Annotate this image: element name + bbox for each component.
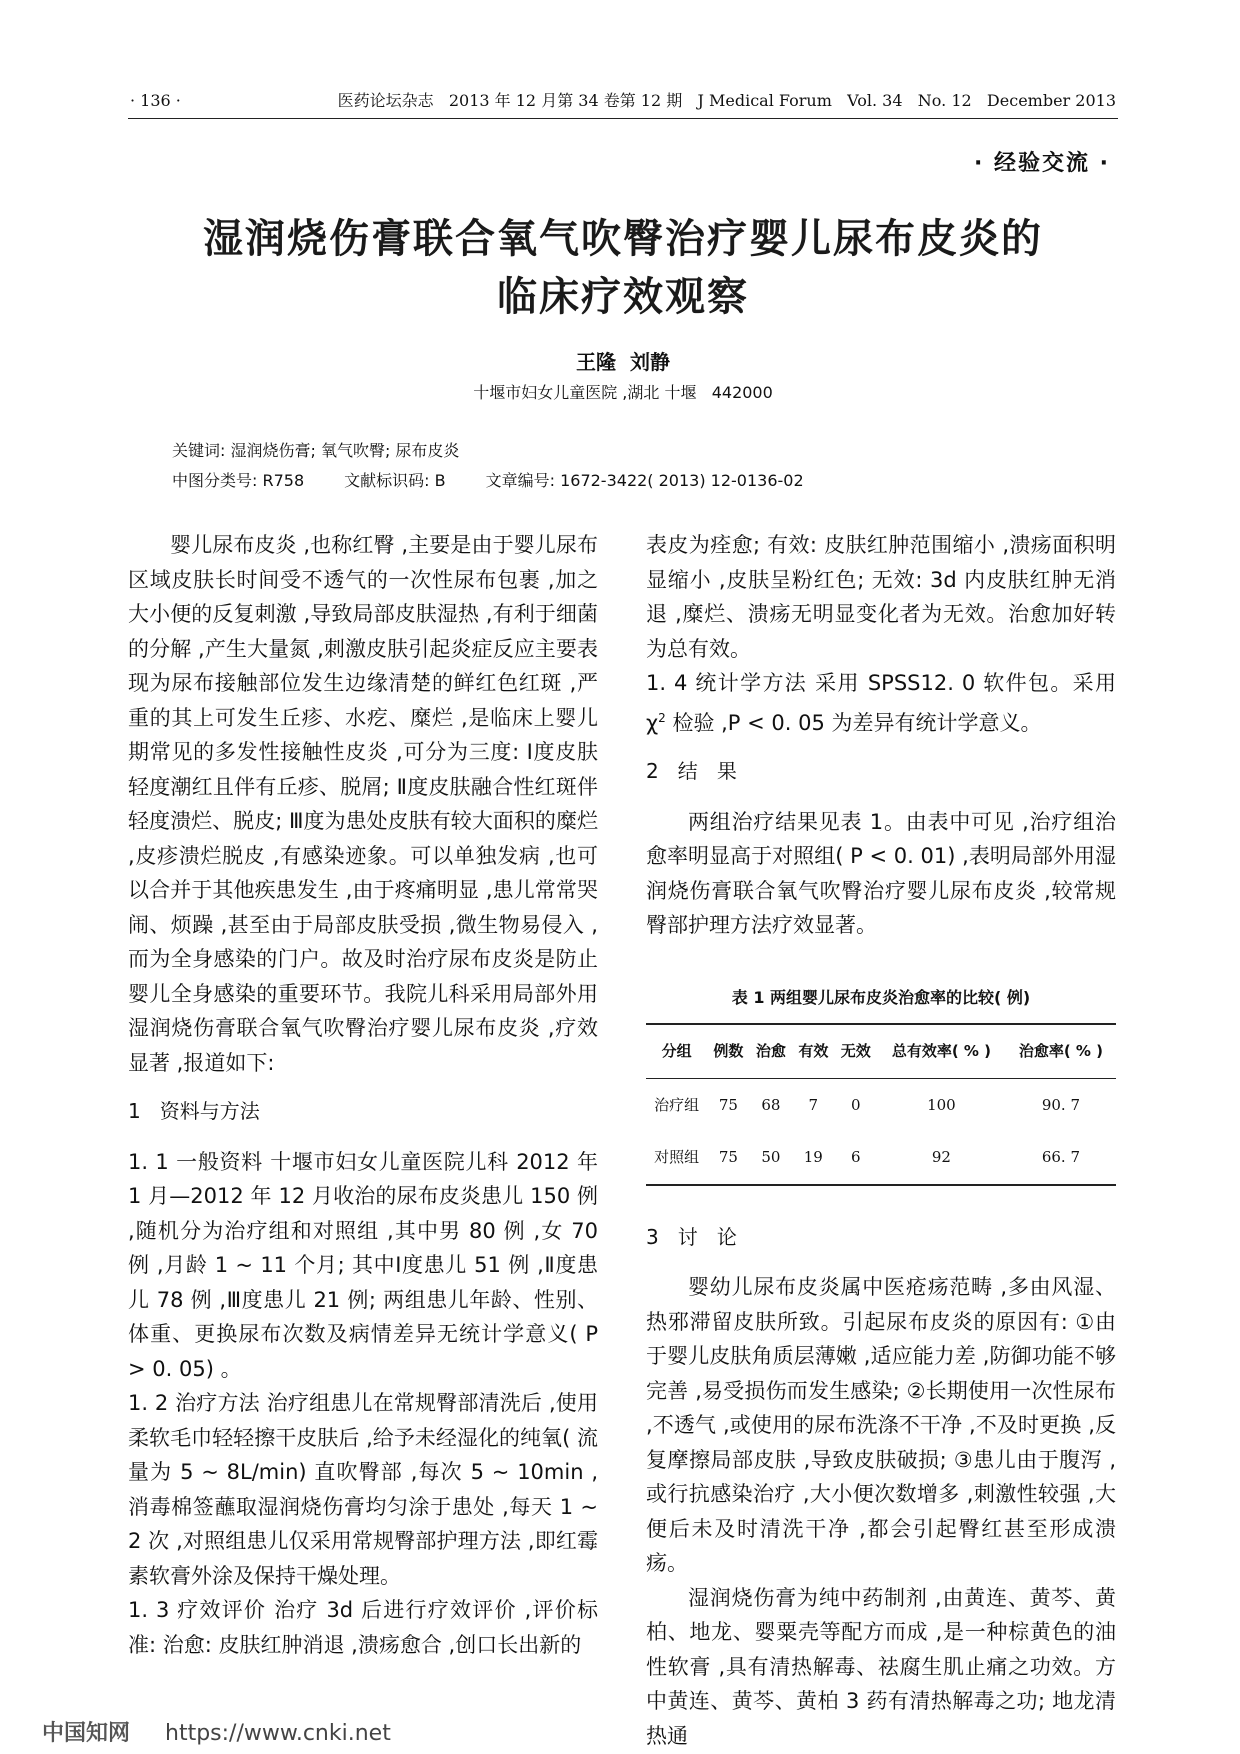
table-cell: 治疗组	[654, 1095, 700, 1114]
clc-number: 中图分类号: R758	[172, 471, 305, 490]
table-header-row	[646, 1024, 1116, 1078]
header-rule	[128, 118, 1118, 119]
section-heading-discussion: 3 讨 论	[646, 1224, 737, 1249]
article-title	[130, 210, 1116, 326]
right-column	[646, 528, 1116, 1753]
table-header-cell: 例数	[707, 1024, 749, 1078]
keywords: 关键词: 湿润烧伤膏; 氧气吹臀; 尿布皮炎	[172, 441, 460, 460]
left-column	[128, 528, 598, 1662]
efficacy-evaluation-paragraph: 1. 3 疗效评价 治疗 3d 后进行疗效评价 ,评价标准: 治愈: 皮肤红肿消退 ,溃疡愈合 ,创口长出新的	[128, 1598, 598, 1657]
table-cell: 50	[750, 1131, 792, 1185]
discussion-paragraph-2: 湿润烧伤膏为纯中药制剂 ,由黄连、黄芩、黄柏、地龙、婴粟壳等配方而成 ,是一种棕黄色的油性软膏 ,具有清热解毒、祛腐生肌止痛之功效。方中黄连、黄芩、黄柏 3 药有清热解毒之功; 地龙清热通	[646, 1585, 1116, 1748]
table-row	[646, 1078, 1116, 1131]
cnki-logo-text: 中国知网	[42, 1721, 131, 1746]
authors: 王隆 刘静	[576, 350, 670, 374]
general-data-paragraph: 1. 1 一般资料 十堰市妇女儿童医院儿科 2012 年 1 月—2012 年 12 月收治的尿布皮炎患儿 150 例 ,随机分为治疗组和对照组 ,其中男 80 例 ,女 70 例 ,月龄 1 ~ 11 个月; 其中Ⅰ度患儿 51 例 ,Ⅱ度患儿 78 例 ,Ⅲ度患儿 21 例; 两组患儿年龄、性别、体重、更换尿布次数及病情差异无统计学意义( P > 0. 05) 。	[128, 1149, 598, 1381]
running-header	[130, 88, 1116, 111]
classification	[172, 468, 804, 491]
title-line-2: 临床疗效观察	[497, 274, 749, 320]
table-row	[646, 1131, 1116, 1185]
affiliation: 十堰市妇女儿童医院 ,湖北 十堰 442000	[473, 383, 773, 402]
statistics-text-a: 1. 4 统计学方法 采用 SPSS12. 0 软件包。采用 χ	[646, 671, 1116, 735]
treatment-method-paragraph: 1. 2 治疗方法 治疗组患儿在常规臀部清洗后 ,使用柔软毛巾轻轻擦干皮肤后 ,给予未经湿化的纯氧( 流量为 5 ~ 8L/min) 直吹臀部 ,每次 5 ~ 10min ,消毒棉签蘸取湿润烧伤膏均匀涂于患处 ,每天 1 ~ 2 次 ,对照组患儿仅采用常规臀部护理方法 ,即红霉素软膏外涂及保持干燥处理。	[128, 1391, 598, 1588]
discussion-paragraph-1: 婴幼儿尿布皮炎属中医疮疡范畴 ,多由风湿、热邪滞留皮肤所致。引起尿布皮炎的原因有: ①由于婴儿皮肤角质层薄嫩 ,适应能力差 ,防御功能不够完善 ,易受损伤而发生感染; ②长期使用一次性尿布 ,不透气 ,或使用的尿布洗涤不干净 ,不及时更换 ,反复摩擦局部皮肤 ,导致皮肤破损; ③患儿由于腹泻 ,或行抗感染治疗 ,大小便次数增多 ,刺激性较强 ,大便后未及时清洗干净 ,都会引起臀红甚至形成溃疡。	[646, 1275, 1116, 1575]
table-cell: 75	[718, 1095, 738, 1114]
table-cell: 7	[808, 1095, 819, 1114]
table-cell: 19	[792, 1131, 834, 1185]
statistics-paragraph	[646, 666, 1116, 740]
cnki-url[interactable]: https://www.cnki.net	[165, 1721, 391, 1746]
journal-info: 医药论坛杂志 2013 年 12 月第 34 卷第 12 期 J Medical Forum Vol. 34 No. 12 December 2013	[337, 91, 1116, 110]
page-number: · 136 ·	[130, 91, 181, 110]
table-cell: 100	[927, 1095, 956, 1114]
table-header-cell: 总有效率( % )	[877, 1024, 1006, 1078]
statistics-text-b: 检验 ,P < 0. 05 为差异有统计学意义。	[665, 710, 1042, 735]
table-cell: 对照组	[646, 1131, 707, 1185]
table-header-cell: 有效	[792, 1024, 834, 1078]
criteria-paragraph: 表皮为痊愈; 有效: 皮肤红肿范围缩小 ,溃疡面积明显缩小 ,皮肤呈粉红色; 无效: 3d 内皮肤红肿无消退 ,糜烂、溃疡无明显变化者为无效。治愈加好转为总有效。	[646, 533, 1116, 661]
article-number: 文章编号: 1672-3422( 2013) 12-0136-02	[485, 471, 804, 490]
table-cell: 68	[761, 1095, 781, 1114]
table-cell: 90. 7	[1041, 1095, 1080, 1114]
section-heading-methods: 1 资料与方法	[128, 1099, 260, 1123]
table-cell: 6	[835, 1131, 877, 1185]
intro-paragraph: 婴儿尿布皮炎 ,也称红臀 ,主要是由于婴儿尿布区域皮肤长时间受不透气的一次性尿布包裹 ,加之大小便的反复刺激 ,导致局部皮肤湿热 ,有利于细菌的分解 ,产生大量氮 ,刺激皮肤引起炎症反应主要表现为尿布接触部位发生边缘清楚的鲜红色红斑 ,严重的其上可发生丘疹、水疙、糜烂 ,是临床上婴儿期常见的多发性接触性皮炎 ,可分为三度: Ⅰ度皮肤轻度潮红且伴有丘疹、脱屑; Ⅱ度皮肤融合性红斑伴轻度溃烂、脱皮; Ⅲ度为患处皮肤有较大面积的糜烂 ,皮疹溃烂脱皮 ,有感染迹象。可以单独发病 ,也可以合并于其他疾患发生 ,由于疼痛明显 ,患儿常常哭闹、烦躁 ,甚至由于局部皮肤受损 ,微生物易侵入 ,而为全身感染的门户。故及时治疗尿布皮炎是防止婴儿全身感染的重要环节。我院儿科采用局部外用湿润烧伤膏联合氧气吹臀治疗婴儿尿布皮炎 ,疗效显著 ,报道如下:	[128, 533, 598, 1075]
document-code: 文献标识码: B	[344, 471, 446, 490]
section-tag: · 经验交流 ·	[973, 151, 1110, 176]
title-line-1: 湿润烧伤膏联合氧气吹臀治疗婴儿尿布皮炎的	[203, 216, 1043, 262]
results-table	[646, 1023, 1116, 1186]
table-title: 表 1 两组婴儿尿布皮炎治愈率的比较( 例)	[731, 987, 1031, 1007]
table-header-cell: 分组	[646, 1024, 707, 1078]
table-header-cell: 治愈	[750, 1024, 792, 1078]
table-cell: 75	[707, 1131, 749, 1185]
section-heading-results: 2 结 果	[646, 759, 737, 783]
table-cell: 0	[851, 1095, 861, 1114]
table-cell: 66. 7	[1006, 1131, 1116, 1185]
table-cell: 92	[877, 1131, 1006, 1185]
table-1	[646, 981, 1116, 1186]
results-paragraph: 两组治疗结果见表 1。由表中可见 ,治疗组治愈率明显高于对照组( P < 0. 01) ,表明局部外用湿润烧伤膏联合氧气吹臀治疗婴儿尿布皮炎 ,较常规臀部护理方法疗效显著。	[646, 809, 1116, 937]
cnki-watermark	[42, 1716, 391, 1747]
table-header-cell: 无效	[835, 1024, 877, 1078]
table-header-cell: 治愈率( % )	[1006, 1024, 1116, 1078]
chi-square-sup: 2	[658, 710, 666, 725]
